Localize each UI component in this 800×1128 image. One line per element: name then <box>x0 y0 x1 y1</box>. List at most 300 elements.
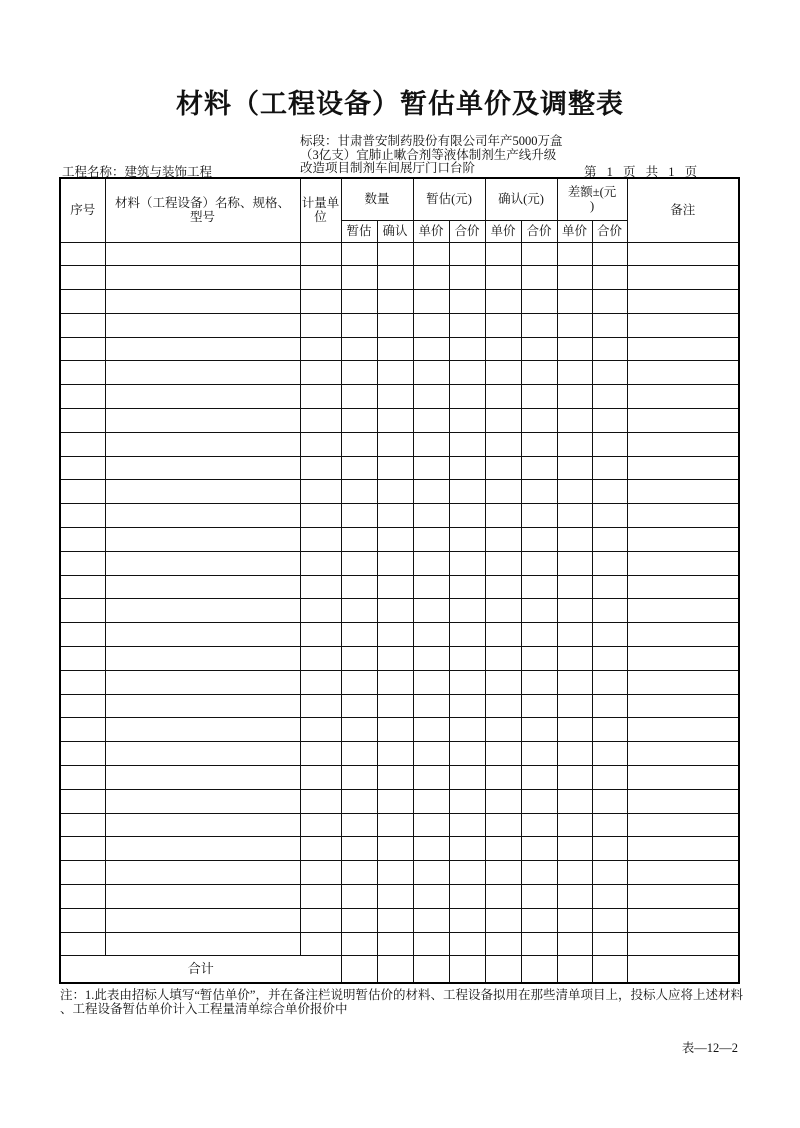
empty-cell <box>105 361 300 385</box>
empty-cell <box>627 766 739 790</box>
table-row <box>60 885 739 909</box>
empty-cell <box>557 266 592 290</box>
empty-cell <box>521 623 557 647</box>
empty-cell <box>592 409 627 433</box>
table-row <box>60 575 739 599</box>
empty-cell <box>449 409 485 433</box>
empty-cell <box>521 337 557 361</box>
empty-cell <box>105 504 300 528</box>
empty-cell <box>105 385 300 409</box>
empty-cell <box>377 432 413 456</box>
empty-cell <box>377 456 413 480</box>
empty-cell <box>485 599 521 623</box>
empty-cell <box>105 266 300 290</box>
empty-cell <box>377 813 413 837</box>
empty-cell <box>60 432 105 456</box>
footer-note <box>60 989 746 1016</box>
empty-cell <box>485 266 521 290</box>
empty-cell <box>521 837 557 861</box>
empty-cell <box>557 647 592 671</box>
empty-cell <box>627 647 739 671</box>
empty-cell <box>627 742 739 766</box>
empty-cell <box>592 718 627 742</box>
empty-cell <box>557 670 592 694</box>
table-row <box>60 908 739 932</box>
empty-cell <box>592 385 627 409</box>
empty-cell <box>341 623 377 647</box>
section-line: （3亿支）宜肺止嗽合剂等液体制剂生产线升级 <box>300 147 557 162</box>
empty-cell <box>449 480 485 504</box>
empty-cell <box>449 599 485 623</box>
table-row <box>60 932 739 956</box>
empty-cell <box>592 766 627 790</box>
empty-cell <box>300 480 341 504</box>
empty-cell <box>521 932 557 956</box>
empty-cell <box>105 242 300 266</box>
empty-cell <box>60 504 105 528</box>
table-row <box>60 385 739 409</box>
table-row <box>60 718 739 742</box>
table-row <box>60 837 739 861</box>
empty-cell <box>627 551 739 575</box>
empty-cell <box>521 575 557 599</box>
empty-cell <box>627 694 739 718</box>
empty-cell <box>521 861 557 885</box>
empty-cell <box>413 385 449 409</box>
empty-cell <box>341 885 377 909</box>
table-row <box>60 456 739 480</box>
empty-cell <box>485 647 521 671</box>
empty-cell <box>592 361 627 385</box>
empty-cell <box>557 599 592 623</box>
empty-cell <box>105 766 300 790</box>
form-code: 表—12—2 <box>681 1041 738 1055</box>
empty-cell <box>105 528 300 552</box>
empty-cell <box>413 908 449 932</box>
empty-cell <box>592 551 627 575</box>
empty-cell <box>627 599 739 623</box>
empty-cell <box>341 432 377 456</box>
empty-cell <box>449 813 485 837</box>
empty-cell <box>341 599 377 623</box>
empty-cell <box>60 742 105 766</box>
empty-cell <box>300 432 341 456</box>
empty-cell <box>449 432 485 456</box>
empty-cell <box>449 908 485 932</box>
section-label-block <box>300 135 610 176</box>
empty-cell <box>105 337 300 361</box>
empty-cell <box>627 504 739 528</box>
empty-cell <box>485 242 521 266</box>
empty-cell <box>341 575 377 599</box>
empty-cell <box>60 385 105 409</box>
empty-cell <box>449 361 485 385</box>
empty-cell <box>341 789 377 813</box>
empty-cell <box>557 528 592 552</box>
empty-cell <box>449 551 485 575</box>
empty-cell <box>592 885 627 909</box>
empty-cell <box>521 885 557 909</box>
empty-cell <box>300 337 341 361</box>
note-line: 、工程设备暂估单价计入工程量清单综合单价报价中 <box>60 1001 348 1016</box>
empty-cell <box>485 861 521 885</box>
empty-cell <box>521 385 557 409</box>
empty-cell <box>105 409 300 433</box>
table-row <box>60 290 739 314</box>
empty-cell <box>627 409 739 433</box>
empty-cell <box>341 456 377 480</box>
empty-cell <box>413 409 449 433</box>
empty-cell <box>60 837 105 861</box>
empty-cell <box>521 670 557 694</box>
empty-cell <box>521 432 557 456</box>
empty-cell <box>557 290 592 314</box>
empty-cell <box>341 837 377 861</box>
empty-cell <box>60 623 105 647</box>
empty-cell <box>105 694 300 718</box>
empty-cell <box>341 813 377 837</box>
empty-cell <box>557 456 592 480</box>
table-row <box>60 504 739 528</box>
empty-cell <box>377 409 413 433</box>
empty-cell <box>60 528 105 552</box>
empty-cell <box>627 813 739 837</box>
total-empty-cell <box>377 956 413 983</box>
empty-cell <box>341 242 377 266</box>
table-row <box>60 789 739 813</box>
subheader-confirmed-unit-price: 单价 <box>485 220 521 242</box>
empty-cell <box>60 599 105 623</box>
empty-cell <box>592 480 627 504</box>
empty-cell <box>105 670 300 694</box>
empty-cell <box>521 813 557 837</box>
empty-cell <box>60 908 105 932</box>
empty-cell <box>557 742 592 766</box>
empty-cell <box>485 932 521 956</box>
empty-cell <box>557 385 592 409</box>
empty-cell <box>300 504 341 528</box>
empty-cell <box>60 337 105 361</box>
empty-cell <box>341 908 377 932</box>
empty-cell <box>592 290 627 314</box>
empty-cell <box>521 742 557 766</box>
empty-cell <box>377 575 413 599</box>
subheader-quantity-provisional: 暂估 <box>341 220 377 242</box>
empty-cell <box>485 742 521 766</box>
empty-cell <box>300 766 341 790</box>
empty-cell <box>627 623 739 647</box>
empty-cell <box>341 361 377 385</box>
empty-cell <box>60 647 105 671</box>
empty-cell <box>449 885 485 909</box>
total-row <box>60 956 739 983</box>
header-name-line2: 型号 <box>189 210 215 225</box>
table-row <box>60 528 739 552</box>
note-line: 注：1.此表由招标人填写“暂估单价”，并在备注栏说明暂估价的材料、工程设备拟用在那些清单项目上，投标人应将上述材料 <box>60 988 743 1002</box>
header-remarks: 备注 <box>627 178 739 242</box>
empty-cell <box>105 861 300 885</box>
empty-cell <box>105 290 300 314</box>
empty-cell <box>377 885 413 909</box>
empty-cell <box>592 837 627 861</box>
empty-cell <box>627 242 739 266</box>
empty-cell <box>377 861 413 885</box>
empty-cell <box>300 885 341 909</box>
empty-cell <box>521 242 557 266</box>
empty-cell <box>592 432 627 456</box>
empty-cell <box>377 932 413 956</box>
empty-cell <box>341 718 377 742</box>
empty-cell <box>485 313 521 337</box>
empty-cell <box>521 647 557 671</box>
empty-cell <box>627 932 739 956</box>
empty-cell <box>627 456 739 480</box>
empty-cell <box>557 718 592 742</box>
empty-cell <box>592 266 627 290</box>
empty-cell <box>521 551 557 575</box>
empty-cell <box>300 528 341 552</box>
empty-cell <box>449 266 485 290</box>
empty-cell <box>300 623 341 647</box>
empty-cell <box>413 266 449 290</box>
empty-cell <box>300 813 341 837</box>
empty-cell <box>300 361 341 385</box>
empty-cell <box>413 290 449 314</box>
empty-cell <box>377 242 413 266</box>
empty-cell <box>105 575 300 599</box>
empty-cell <box>413 575 449 599</box>
empty-cell <box>557 432 592 456</box>
empty-cell <box>105 789 300 813</box>
empty-cell <box>105 885 300 909</box>
empty-cell <box>485 480 521 504</box>
total-empty-cell <box>485 956 521 983</box>
empty-cell <box>341 480 377 504</box>
empty-cell <box>592 742 627 766</box>
empty-cell <box>485 385 521 409</box>
empty-cell <box>521 504 557 528</box>
empty-cell <box>341 861 377 885</box>
empty-cell <box>60 670 105 694</box>
empty-cell <box>449 718 485 742</box>
empty-cell <box>592 813 627 837</box>
empty-cell <box>341 385 377 409</box>
empty-cell <box>300 789 341 813</box>
subheader-difference-unit-price: 单价 <box>557 220 592 242</box>
empty-cell <box>485 623 521 647</box>
table-row <box>60 766 739 790</box>
table-row <box>60 337 739 361</box>
empty-cell <box>627 861 739 885</box>
empty-cell <box>105 932 300 956</box>
table-row <box>60 742 739 766</box>
empty-cell <box>341 647 377 671</box>
empty-cell <box>485 432 521 456</box>
empty-cell <box>377 742 413 766</box>
empty-cell <box>300 694 341 718</box>
empty-cell <box>449 837 485 861</box>
empty-cell <box>521 480 557 504</box>
empty-cell <box>300 932 341 956</box>
empty-cell <box>413 361 449 385</box>
empty-cell <box>485 290 521 314</box>
empty-cell <box>592 861 627 885</box>
empty-cell <box>521 718 557 742</box>
empty-cell <box>300 718 341 742</box>
empty-cell <box>627 670 739 694</box>
empty-cell <box>300 456 341 480</box>
empty-cell <box>449 766 485 790</box>
empty-cell <box>592 504 627 528</box>
empty-cell <box>341 551 377 575</box>
empty-cell <box>449 932 485 956</box>
empty-cell <box>377 551 413 575</box>
empty-cell <box>60 718 105 742</box>
empty-cell <box>449 575 485 599</box>
empty-cell <box>557 789 592 813</box>
empty-cell <box>300 647 341 671</box>
empty-cell <box>557 504 592 528</box>
empty-cell <box>557 575 592 599</box>
empty-cell <box>449 385 485 409</box>
empty-cell <box>413 432 449 456</box>
total-empty-cell <box>413 956 449 983</box>
empty-cell <box>413 861 449 885</box>
total-empty-cell <box>521 956 557 983</box>
empty-cell <box>521 409 557 433</box>
empty-cell <box>627 290 739 314</box>
table-row <box>60 266 739 290</box>
empty-cell <box>627 885 739 909</box>
empty-cell <box>557 480 592 504</box>
empty-cell <box>377 313 413 337</box>
empty-cell <box>521 528 557 552</box>
empty-cell <box>485 456 521 480</box>
empty-cell <box>300 575 341 599</box>
empty-cell <box>377 504 413 528</box>
empty-cell <box>485 528 521 552</box>
empty-cell <box>377 266 413 290</box>
table-row <box>60 813 739 837</box>
empty-cell <box>413 456 449 480</box>
empty-cell <box>557 837 592 861</box>
empty-cell <box>341 266 377 290</box>
table-row <box>60 647 739 671</box>
empty-cell <box>105 599 300 623</box>
table-row <box>60 313 739 337</box>
empty-cell <box>413 932 449 956</box>
empty-cell <box>521 456 557 480</box>
empty-cell <box>485 694 521 718</box>
empty-cell <box>341 337 377 361</box>
section-line: 标段：甘肃普安制药股份有限公司年产5000万盒 <box>300 134 563 148</box>
empty-cell <box>557 623 592 647</box>
empty-cell <box>413 337 449 361</box>
empty-cell <box>105 551 300 575</box>
header-unit: 计量单位 <box>300 178 341 242</box>
subheader-provisional-total-price: 合价 <box>449 220 485 242</box>
empty-cell <box>449 861 485 885</box>
empty-cell <box>377 694 413 718</box>
empty-cell <box>377 290 413 314</box>
empty-cell <box>377 599 413 623</box>
table-header <box>60 178 739 242</box>
empty-cell <box>627 837 739 861</box>
empty-cell <box>557 813 592 837</box>
empty-cell <box>413 313 449 337</box>
empty-cell <box>485 670 521 694</box>
empty-cell <box>485 575 521 599</box>
empty-cell <box>300 551 341 575</box>
empty-cell <box>341 694 377 718</box>
empty-cell <box>449 242 485 266</box>
empty-cell <box>413 647 449 671</box>
empty-cell <box>592 313 627 337</box>
table-row <box>60 409 739 433</box>
empty-cell <box>449 504 485 528</box>
subheader-difference-total-price: 合价 <box>592 220 627 242</box>
empty-cell <box>449 647 485 671</box>
table-row <box>60 694 739 718</box>
empty-cell <box>485 766 521 790</box>
empty-cell <box>60 551 105 575</box>
header-confirmed-group: 确认(元) <box>485 178 557 220</box>
empty-cell <box>521 599 557 623</box>
empty-cell <box>377 528 413 552</box>
empty-cell <box>449 337 485 361</box>
empty-cell <box>300 266 341 290</box>
empty-cell <box>485 409 521 433</box>
estimate-price-table <box>59 177 740 984</box>
empty-cell <box>60 242 105 266</box>
empty-cell <box>521 766 557 790</box>
empty-cell <box>60 766 105 790</box>
empty-cell <box>557 694 592 718</box>
header-group-row <box>60 178 739 220</box>
empty-cell <box>627 313 739 337</box>
empty-cell <box>592 647 627 671</box>
empty-cell <box>105 837 300 861</box>
total-empty-cell <box>592 956 627 983</box>
empty-cell <box>300 670 341 694</box>
empty-cell <box>592 694 627 718</box>
empty-cell <box>557 885 592 909</box>
empty-cell <box>60 694 105 718</box>
empty-cell <box>377 623 413 647</box>
header-difference-line2: ) <box>589 199 595 214</box>
empty-cell <box>377 647 413 671</box>
table-row <box>60 551 739 575</box>
empty-cell <box>377 789 413 813</box>
empty-cell <box>413 885 449 909</box>
project-name-label: 工程名称：建筑与装饰工程 <box>62 165 213 179</box>
empty-cell <box>485 361 521 385</box>
empty-cell <box>413 670 449 694</box>
table-row <box>60 599 739 623</box>
empty-cell <box>557 908 592 932</box>
empty-cell <box>60 861 105 885</box>
empty-cell <box>449 742 485 766</box>
empty-cell <box>341 290 377 314</box>
empty-cell <box>521 789 557 813</box>
empty-cell <box>627 385 739 409</box>
empty-cell <box>341 313 377 337</box>
empty-cell <box>60 813 105 837</box>
empty-cell <box>377 766 413 790</box>
section-line: 改造项目制剂车间展厅门口台阶 <box>300 161 476 175</box>
empty-cell <box>105 908 300 932</box>
empty-cell <box>60 932 105 956</box>
